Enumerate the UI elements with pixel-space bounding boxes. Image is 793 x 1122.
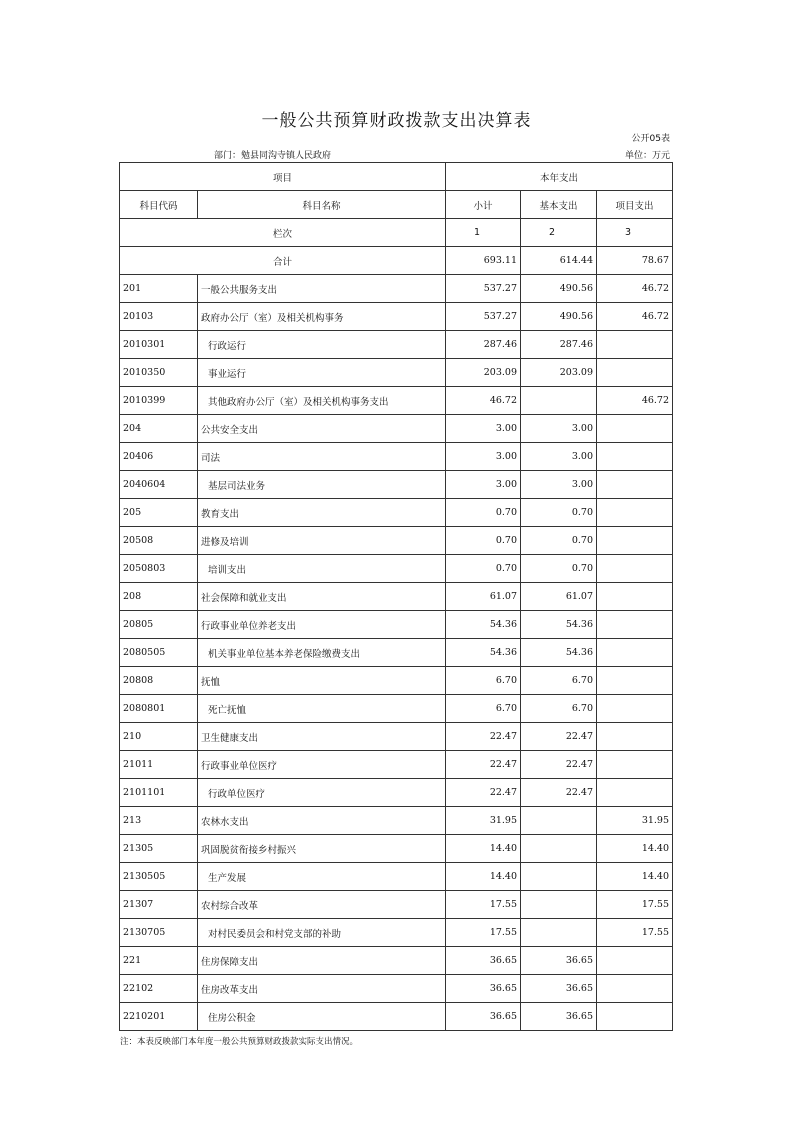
row-name: 政府办公厅（室）及相关机构事务: [198, 303, 446, 331]
row-code: 20808: [120, 667, 198, 695]
row-name: 基层司法业务: [198, 471, 446, 499]
row-subtotal: 0.70: [446, 499, 521, 527]
row-project: [597, 667, 673, 695]
row-name: 农林水支出: [198, 807, 446, 835]
table-row: [120, 919, 673, 947]
department-label: 部门：勉县同沟寺镇人民政府: [214, 151, 332, 161]
row-basic: 22.47: [521, 723, 597, 751]
total-subtotal: 693.11: [446, 247, 521, 275]
row-basic: 54.36: [521, 611, 597, 639]
table-row: [120, 835, 673, 863]
row-project: [597, 695, 673, 723]
row-code: 21307: [120, 891, 198, 919]
table-row: [120, 387, 673, 415]
row-basic: 3.00: [521, 443, 597, 471]
row-subtotal: 287.46: [446, 331, 521, 359]
table-row: [120, 443, 673, 471]
header-item: 项目: [120, 163, 446, 191]
row-subtotal: 6.70: [446, 667, 521, 695]
table-row: [120, 499, 673, 527]
row-code: 2130705: [120, 919, 198, 947]
row-project: [597, 415, 673, 443]
row-subtotal: 46.72: [446, 387, 521, 415]
row-name: 住房公积金: [198, 1003, 446, 1031]
row-basic: [521, 807, 597, 835]
row-basic: 0.70: [521, 555, 597, 583]
row-name: 行政事业单位养老支出: [198, 611, 446, 639]
header-subtotal: 小计: [446, 191, 521, 219]
row-subtotal: 537.27: [446, 275, 521, 303]
total-project: 78.67: [597, 247, 673, 275]
row-name: 教育支出: [198, 499, 446, 527]
row-subtotal: 31.95: [446, 807, 521, 835]
row-project: 14.40: [597, 863, 673, 891]
row-name: 进修及培训: [198, 527, 446, 555]
row-project: 46.72: [597, 303, 673, 331]
row-subtotal: 54.36: [446, 639, 521, 667]
row-name: 住房保障支出: [198, 947, 446, 975]
table-row: [120, 583, 673, 611]
row-project: [597, 527, 673, 555]
row-code: 205: [120, 499, 198, 527]
row-basic: 22.47: [521, 751, 597, 779]
row-code: 2080801: [120, 695, 198, 723]
row-code: 20103: [120, 303, 198, 331]
header-current-year: 本年支出: [446, 163, 673, 191]
table-row: [120, 947, 673, 975]
page-title: 一般公共预算财政拨款支出决算表: [261, 111, 532, 131]
row-project: [597, 751, 673, 779]
row-name: 住房改革支出: [198, 975, 446, 1003]
total-basic: 614.44: [521, 247, 597, 275]
table-row: [120, 639, 673, 667]
row-code: 2040604: [120, 471, 198, 499]
table-row: [120, 723, 673, 751]
header-row-2: [120, 191, 673, 219]
column-number-2: 2: [521, 219, 597, 247]
row-subtotal: 36.65: [446, 975, 521, 1003]
table-row: [120, 415, 673, 443]
table-row: [120, 303, 673, 331]
row-code: 204: [120, 415, 198, 443]
row-code: 20406: [120, 443, 198, 471]
column-order-label: 栏次: [120, 219, 446, 247]
row-subtotal: 61.07: [446, 583, 521, 611]
row-code: 2210201: [120, 1003, 198, 1031]
table-row: [120, 891, 673, 919]
row-basic: 36.65: [521, 947, 597, 975]
row-subtotal: 36.65: [446, 1003, 521, 1031]
header-project: 项目支出: [597, 191, 673, 219]
row-basic: 490.56: [521, 303, 597, 331]
table-row: [120, 527, 673, 555]
header-row-1: [120, 163, 673, 191]
row-subtotal: 22.47: [446, 751, 521, 779]
form-number: 公开05表: [631, 134, 670, 144]
table-row: [120, 471, 673, 499]
table-row: [120, 331, 673, 359]
row-subtotal: 6.70: [446, 695, 521, 723]
row-basic: 54.36: [521, 639, 597, 667]
row-code: 213: [120, 807, 198, 835]
row-basic: 36.65: [521, 1003, 597, 1031]
table-row: [120, 807, 673, 835]
row-project: [597, 639, 673, 667]
row-project: [597, 555, 673, 583]
table-row: [120, 779, 673, 807]
footnote: 注：本表反映部门本年度一般公共预算财政拨款实际支出情况。: [120, 1037, 359, 1047]
row-name: 培训支出: [198, 555, 446, 583]
row-subtotal: 3.00: [446, 415, 521, 443]
row-subtotal: 17.55: [446, 891, 521, 919]
table-row: [120, 1003, 673, 1031]
row-code: 2010399: [120, 387, 198, 415]
row-name: 巩固脱贫衔接乡村振兴: [198, 835, 446, 863]
table-row: [120, 359, 673, 387]
row-subtotal: 36.65: [446, 947, 521, 975]
row-basic: 22.47: [521, 779, 597, 807]
row-basic: 6.70: [521, 695, 597, 723]
row-basic: [521, 919, 597, 947]
row-subtotal: 203.09: [446, 359, 521, 387]
row-code: 221: [120, 947, 198, 975]
row-project: [597, 611, 673, 639]
row-project: [597, 443, 673, 471]
row-name: 其他政府办公厅（室）及相关机构事务支出: [198, 387, 446, 415]
row-name: 卫生健康支出: [198, 723, 446, 751]
unit-label: 单位：万元: [624, 151, 670, 161]
row-project: [597, 1003, 673, 1031]
row-project: 46.72: [597, 275, 673, 303]
table-row: [120, 667, 673, 695]
row-subtotal: 0.70: [446, 555, 521, 583]
table-row: [120, 555, 673, 583]
expenditure-table: [119, 162, 673, 1031]
row-subtotal: 3.00: [446, 443, 521, 471]
row-project: [597, 499, 673, 527]
row-basic: 0.70: [521, 527, 597, 555]
row-name: 司法: [198, 443, 446, 471]
column-number-1: 1: [446, 219, 521, 247]
row-code: 21011: [120, 751, 198, 779]
row-project: [597, 947, 673, 975]
row-subtotal: 54.36: [446, 611, 521, 639]
row-project: [597, 331, 673, 359]
row-name: 社会保障和就业支出: [198, 583, 446, 611]
row-basic: 203.09: [521, 359, 597, 387]
row-basic: 287.46: [521, 331, 597, 359]
row-project: 31.95: [597, 807, 673, 835]
row-name: 行政单位医疗: [198, 779, 446, 807]
row-code: 201: [120, 275, 198, 303]
header-code: 科目代码: [120, 191, 198, 219]
row-project: 46.72: [597, 387, 673, 415]
row-name: 行政运行: [198, 331, 446, 359]
row-code: 2050803: [120, 555, 198, 583]
row-code: 2101101: [120, 779, 198, 807]
row-code: 22102: [120, 975, 198, 1003]
row-name: 一般公共服务支出: [198, 275, 446, 303]
column-order-row: [120, 219, 673, 247]
row-name: 机关事业单位基本养老保险缴费支出: [198, 639, 446, 667]
table-row: [120, 863, 673, 891]
row-code: 210: [120, 723, 198, 751]
row-project: 17.55: [597, 919, 673, 947]
column-number-3: 3: [597, 219, 673, 247]
row-basic: 3.00: [521, 415, 597, 443]
row-code: 208: [120, 583, 198, 611]
row-project: 14.40: [597, 835, 673, 863]
row-name: 农村综合改革: [198, 891, 446, 919]
row-project: [597, 779, 673, 807]
row-code: 21305: [120, 835, 198, 863]
table-row: [120, 975, 673, 1003]
row-code: 20805: [120, 611, 198, 639]
row-subtotal: 3.00: [446, 471, 521, 499]
header-name: 科目名称: [198, 191, 446, 219]
table-row: [120, 695, 673, 723]
row-basic: 61.07: [521, 583, 597, 611]
row-basic: [521, 863, 597, 891]
row-code: 2130505: [120, 863, 198, 891]
row-code: 20508: [120, 527, 198, 555]
row-subtotal: 537.27: [446, 303, 521, 331]
row-project: [597, 723, 673, 751]
row-name: 对村民委员会和村党支部的补助: [198, 919, 446, 947]
row-code: 2010350: [120, 359, 198, 387]
row-basic: [521, 891, 597, 919]
row-name: 抚恤: [198, 667, 446, 695]
row-subtotal: 22.47: [446, 779, 521, 807]
row-subtotal: 22.47: [446, 723, 521, 751]
row-code: 2080505: [120, 639, 198, 667]
row-subtotal: 17.55: [446, 919, 521, 947]
row-name: 公共安全支出: [198, 415, 446, 443]
row-project: [597, 583, 673, 611]
row-subtotal: 0.70: [446, 527, 521, 555]
header-basic: 基本支出: [521, 191, 597, 219]
row-basic: 0.70: [521, 499, 597, 527]
row-name: 死亡抚恤: [198, 695, 446, 723]
row-project: [597, 471, 673, 499]
row-subtotal: 14.40: [446, 863, 521, 891]
row-basic: 36.65: [521, 975, 597, 1003]
row-name: 行政事业单位医疗: [198, 751, 446, 779]
total-label: 合计: [120, 247, 446, 275]
row-name: 事业运行: [198, 359, 446, 387]
row-basic: 6.70: [521, 667, 597, 695]
row-basic: [521, 387, 597, 415]
row-project: 17.55: [597, 891, 673, 919]
total-row: [120, 247, 673, 275]
row-basic: 3.00: [521, 471, 597, 499]
table-row: [120, 751, 673, 779]
row-code: 2010301: [120, 331, 198, 359]
row-subtotal: 14.40: [446, 835, 521, 863]
row-basic: 490.56: [521, 275, 597, 303]
row-name: 生产发展: [198, 863, 446, 891]
row-project: [597, 359, 673, 387]
row-basic: [521, 835, 597, 863]
table-row: [120, 275, 673, 303]
table-row: [120, 611, 673, 639]
row-project: [597, 975, 673, 1003]
